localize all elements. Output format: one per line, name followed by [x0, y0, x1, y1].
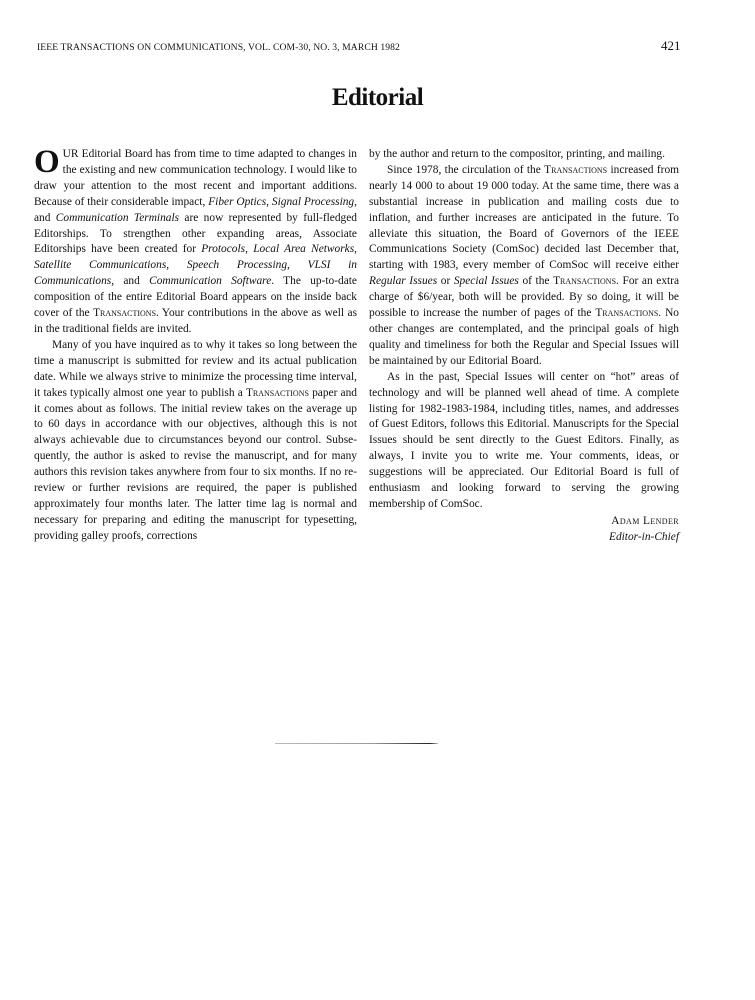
- text: . The up-to-date composition of the entire Editorial Board appears on the inside back cover of the: [34, 275, 357, 320]
- emphasis: Protocols: [201, 243, 246, 256]
- emphasis: Fiber Optics: [208, 195, 267, 208]
- text: increased from nearly 14 000 to about 19 000 today. At the same time, there was a substantial increase in publication and mailing costs due to inflation, and further increases are anticipated in the future. To alleviate this situation, the Board of Governors of the IEEE Communications Society (ComSoc) decided last December that, starting with 1983, every member of ComSoc will receive either: [369, 163, 680, 272]
- emphasis: Communication Software: [149, 275, 272, 288]
- text: . Your contributions in the above as well as in the traditional fields are invited.: [34, 307, 357, 335]
- left-column: [34, 144, 358, 545]
- text: of the: [518, 275, 554, 288]
- signature: [369, 514, 679, 546]
- text: paper and it comes about as follows. The initial review takes on the average up to 60 days in accordance with our objectives, although this is not always achievable due to circumstances beyond our control. Subsequently, the author is asked to revise the manuscript, and for many authors this revision takes anywhere from four to six months. If no re-review or further revisions are required, the paper is published approximately four months later. The latter time lag is normal and necessary for preparing and editing the manuscript for typesetting, providing galley proofs, corrections: [34, 386, 357, 542]
- running-head: IEEE TRANSACTIONS ON COMMUNICATIONS, VOL. COM-30, NO. 3, MARCH 1982: [37, 42, 400, 53]
- emphasis: Signal Processing: [271, 195, 355, 208]
- emphasis: Regular Issues: [369, 275, 438, 288]
- text: or: [437, 275, 454, 288]
- emphasis: Local Area Networks: [253, 243, 355, 256]
- journal-name: Transactions: [544, 163, 608, 176]
- drop-cap: O: [34, 144, 60, 180]
- page-title: Editorial: [331, 84, 424, 111]
- text: Since 1978, the circulation of the: [387, 163, 545, 176]
- emphasis: Communication Terminals: [55, 211, 180, 224]
- text: Many of you have inquired as to why it takes so long between the time a manuscript is submitted for review and its actual publication date. While we always strive to minimize the processing time interval, it takes typically almost one year to publish a: [34, 338, 357, 399]
- text: UR Editorial Board has from time to time adapted to changes in the existing and new communication technology. I would like to draw your attention to the most recent and important additions. Because of their considerable impact,: [34, 148, 357, 208]
- emphasis: Speech Processing: [186, 259, 288, 272]
- text: ,: [245, 243, 254, 256]
- author-role: Editor-in-Chief: [608, 530, 679, 543]
- emphasis: VLSI in Communications: [34, 259, 357, 288]
- text: . For an extra charge of $6/year, both will be provided. By so doing, it will be possible to increase the number of pages of the: [369, 275, 680, 320]
- paragraph-circulation: [369, 163, 679, 370]
- text: , and: [111, 275, 150, 288]
- text: , and: [34, 195, 357, 224]
- text: . No other changes are contemplated, and the principal goals of high quality and timeliness for both the Regular and Special Issues will be maintained by our Editorial Board.: [369, 307, 679, 367]
- text: ,: [166, 259, 187, 272]
- text: are now represented by full-fledged Editorships. To strengthen other expanding areas, Associate Editorships have been created for: [34, 211, 357, 256]
- text: ,: [354, 243, 358, 256]
- text: ,: [266, 195, 272, 208]
- right-column: [369, 147, 679, 546]
- emphasis: Satellite Communications: [34, 259, 167, 272]
- journal-name: Transactions: [93, 307, 157, 320]
- footer-rule: [275, 743, 438, 744]
- emphasis: Special Issues: [453, 275, 519, 288]
- paragraph-intro: [34, 144, 358, 338]
- text: ,: [287, 259, 308, 272]
- paragraph-timeline: [34, 338, 357, 545]
- author-name: Adam Lender: [611, 514, 679, 527]
- page-number: 421: [661, 38, 681, 53]
- paragraph-special-issues: As in the past, Special Issues will center on “hot” areas of technology and will be planned well ahead of time. A complete listing for 1982-1983-1984, including titles, names, and addresses of Guest Editors, follows this Editorial. Manuscripts for the Special Issues should be sent directly to the Guest Editors. Finally, as always, I invite you to write me. Your comments, ideas, or suggestions will be appreciated. Our Editorial Board is full of enthusiasm and looking forward to serving the growing membership of ComSoc.: [369, 370, 679, 510]
- journal-name: Transactions: [595, 307, 659, 320]
- journal-name: Transactions: [245, 386, 309, 399]
- journal-name: Transactions: [553, 275, 617, 288]
- paragraph-continuation: by the author and return to the compositor, printing, and mailing.: [369, 148, 665, 160]
